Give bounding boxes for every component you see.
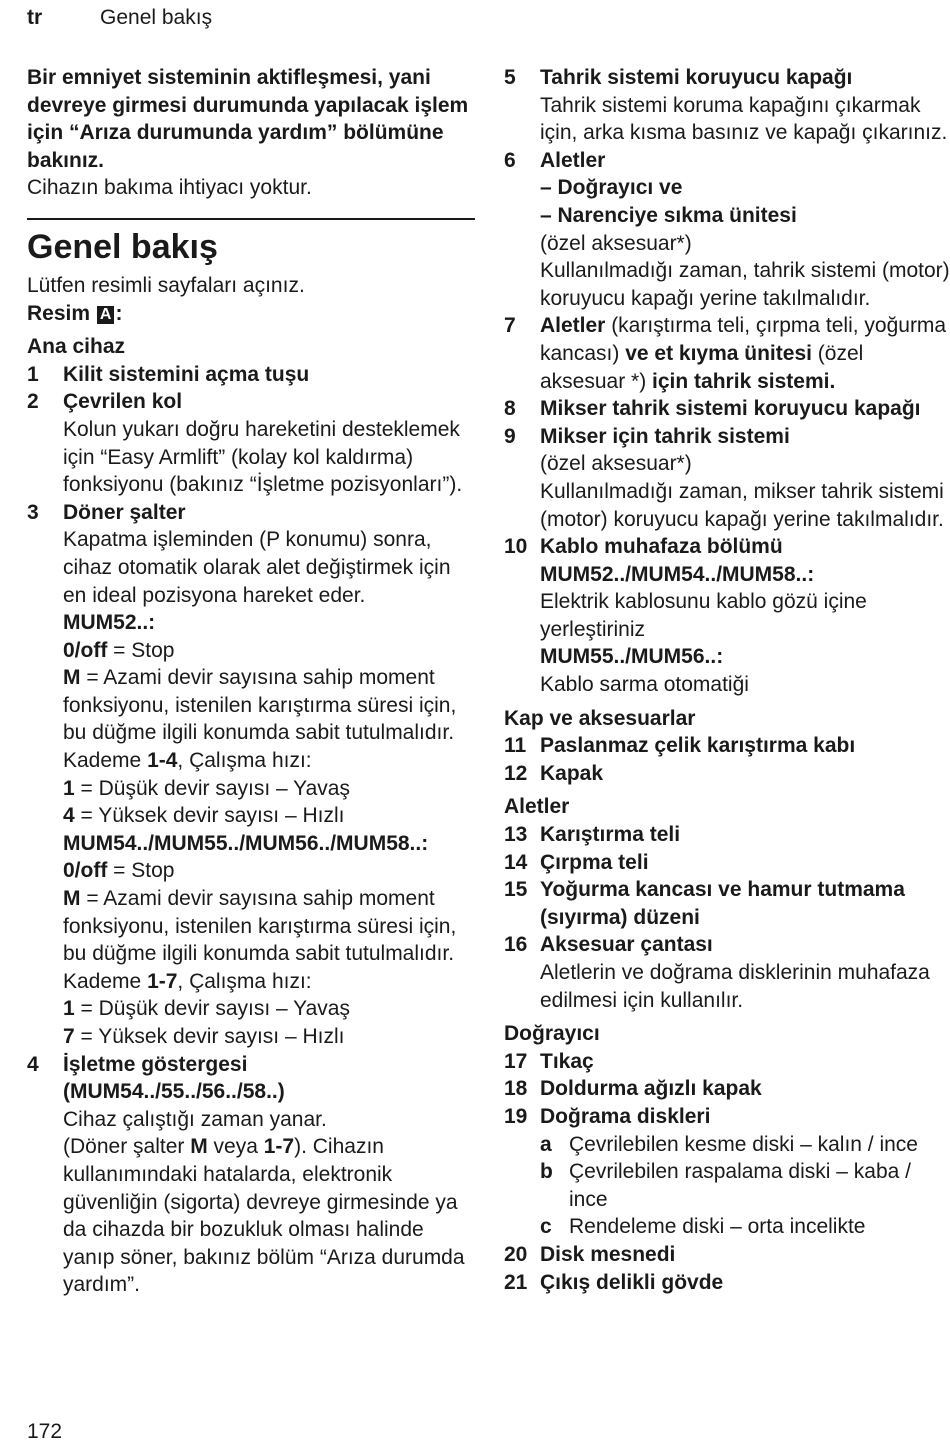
item-title: Yoğurma kancası ve hamur tutmama (sıyırma) düzeni — [540, 878, 905, 929]
section-divider — [27, 218, 475, 220]
model-label: MUM55../MUM56..: — [540, 645, 724, 669]
item-description: Kullanılmadığı zaman, tahrik sistemi (motor) koruyucu kapağı yerine takılmalıdır. — [540, 259, 950, 310]
sub-item-letter: b — [540, 1160, 553, 1184]
item-number: 5 — [504, 66, 516, 89]
setting-key: 1 — [63, 776, 75, 800]
setting-m — [63, 664, 475, 747]
language-code: tr — [27, 6, 43, 29]
item-body — [540, 312, 950, 395]
subheading-main-unit: Ana cihaz — [27, 335, 126, 359]
setting-low — [63, 995, 475, 1023]
item-number: 13 — [504, 823, 528, 847]
setting-key: 7 — [63, 1025, 75, 1048]
sub-item-text: Çevrilebilen raspalama diski – kaba / ince — [569, 1160, 911, 1211]
setting-level — [63, 968, 475, 996]
safety-warning: Bir emniyet sisteminin aktifleşmesi, yani devreye girmesi durumunda yapılacak işlem için “Arıza durumunda yardım” bölümüne bakınız. — [27, 66, 469, 172]
header-title: Genel bakış — [100, 6, 213, 29]
level-suffix: , Çalışma hızı: — [177, 969, 312, 993]
item-number: 6 — [504, 148, 516, 172]
item-title: Paslanmaz çelik karıştırma kabı — [540, 734, 856, 758]
item-number: 14 — [504, 850, 528, 874]
figure-letter-badge: A — [97, 306, 115, 324]
subheading-tools: Aletler — [504, 795, 570, 819]
list-item-10 — [504, 533, 950, 699]
level-key: 1-4 — [147, 749, 178, 773]
list-item-17 — [504, 1048, 950, 1076]
item-title: Çevrilen kol — [63, 390, 183, 414]
item-title: Mikser için tahrik sistemi — [540, 424, 790, 448]
sub-item-text: Rendeleme diski – orta incelikte — [569, 1215, 866, 1239]
level-prefix: Kademe — [63, 749, 148, 773]
list-item-18 — [504, 1075, 950, 1103]
item-number: 8 — [504, 397, 516, 421]
sub-item-letter: c — [540, 1215, 552, 1239]
item-title: Aksesuar çantası — [540, 933, 713, 957]
list-item-13 — [504, 821, 950, 849]
item-title: Çıkış delikli gövde — [540, 1270, 724, 1294]
list-item-14 — [504, 849, 950, 877]
list-item-9 — [504, 423, 950, 533]
item-description: Kullanılmadığı zaman, mikser tahrik sistemi (motor) koruyucu kapağı yerine takılmalıdır. — [540, 479, 944, 531]
list-item-3 — [27, 499, 475, 1051]
item-note: (özel aksesuar*) — [540, 452, 692, 476]
setting-high — [63, 802, 475, 830]
list-item-2 — [27, 388, 475, 498]
item-text: (özel aksesuar *) — [540, 341, 864, 393]
item-title-models: (MUM54../55../56../58..) — [63, 1080, 285, 1104]
sub-item-b — [540, 1158, 950, 1213]
item-number: 20 — [504, 1242, 528, 1266]
list-item-1 — [27, 361, 475, 389]
setting-value: = Azami devir sayısına sahip moment fonksiyonu, istenilen karıştırma süresi için, bu düğme ilgili konumda sabit tutulmalıdır. — [63, 887, 457, 966]
list-item-20 — [504, 1241, 950, 1269]
setting-value: = Düşük devir sayısı – Yavaş — [74, 997, 350, 1021]
level-prefix: Kademe — [63, 969, 148, 993]
item-title: Kilit sistemini açma tuşu — [63, 362, 310, 386]
item-number: 1 — [27, 362, 39, 386]
model-label: MUM52..: — [63, 611, 156, 635]
item-number: 17 — [504, 1049, 528, 1073]
item-description-detail — [63, 1133, 475, 1299]
item-title: Tahrik sistemi koruyucu kapağı — [540, 66, 853, 89]
list-item-5 — [504, 64, 950, 147]
desc-text: (Döner şalter — [63, 1135, 191, 1159]
item-number: 7 — [504, 314, 516, 338]
item-number: 3 — [27, 500, 39, 524]
item-number: 18 — [504, 1077, 528, 1101]
setting-value: = Yüksek devir sayısı – Hızlı — [74, 1025, 345, 1048]
setting-key: M — [63, 666, 81, 690]
setting-m — [63, 885, 475, 968]
item-number: 21 — [504, 1270, 528, 1294]
list-item-16 — [504, 931, 950, 1014]
setting-key: 4 — [63, 804, 75, 828]
list-item-15 — [504, 876, 950, 931]
setting-key: 1 — [63, 997, 75, 1021]
list-item-6 — [504, 147, 950, 313]
list-item-11 — [504, 732, 950, 760]
item-subtitle: – Doğrayıcı ve — [540, 176, 683, 200]
item-title: Döner şalter — [63, 500, 186, 524]
item-description: Kapatma işleminden (P konumu) sonra, cihaz otomatik olarak alet değiştirmek için en ideal pozisyona hareket eder. — [63, 528, 451, 607]
item-description: Kolun yukarı doğru hareketini desteklemek için “Easy Armlift” (kolay kol kaldırma) fonksiyonu (bakınız “İşletme pozisyonları”). — [63, 417, 463, 497]
item-description: Kablo sarma otomatiği — [540, 673, 749, 697]
maintenance-note: Cihazın bakıma ihtiyacı yoktur. — [27, 176, 312, 200]
item-title: İşletme göstergesi — [63, 1052, 248, 1076]
item-title: Disk mesnedi — [540, 1242, 676, 1266]
setting-level — [63, 747, 475, 775]
setting-value: = Stop — [107, 638, 175, 662]
page-number: 172 — [27, 1420, 63, 1443]
item-description: Tahrik sistemi koruma kapağını çıkarmak için, arka kısma basınız ve kapağı çıkarınız. — [540, 93, 948, 145]
setting-value: = Düşük devir sayısı – Yavaş — [74, 776, 350, 800]
model-label: MUM54../MUM55../MUM56../MUM58..: — [63, 831, 429, 855]
item-number: 4 — [27, 1052, 39, 1076]
setting-off — [63, 857, 475, 885]
item-title: Doğrama diskleri — [540, 1104, 711, 1128]
list-item-12 — [504, 760, 950, 788]
item-title: Aletler — [540, 314, 606, 338]
level-suffix: , Çalışma hızı: — [177, 749, 312, 773]
section-heading: Genel bakış — [27, 227, 218, 266]
item-text-bold: için tahrik sistemi. — [652, 369, 836, 393]
desc-text: ). Cihazın kullanımındaki hatalarda, elektronik güvenliğin (sigorta) devreye girmesinde ya da cihazda bir bozukluk olması halinde yanıp söner, bakınız bölüm “Arıza durumda yardım”. — [63, 1135, 465, 1297]
item-number: 11 — [504, 734, 527, 758]
item-number: 9 — [504, 424, 516, 448]
item-number: 16 — [504, 933, 528, 957]
overview-instruction: Lütfen resimli sayfaları açınız. — [27, 273, 305, 297]
item-description: Aletlerin ve doğrama disklerinin muhafaza edilmesi için kullanılır. — [540, 961, 930, 1012]
item-number: 19 — [504, 1104, 528, 1128]
item-number: 15 — [504, 878, 528, 902]
item-description: Elektrik kablosunu kablo gözü içine yerleştiriniz — [540, 590, 867, 641]
setting-high — [63, 1023, 475, 1051]
list-item-21 — [504, 1269, 950, 1297]
setting-key: 0/off — [63, 859, 108, 883]
figure-label: Resim — [27, 301, 91, 325]
sub-item-c — [540, 1213, 950, 1241]
desc-key: M — [190, 1135, 208, 1159]
item-text: (karıştırma teli, çırpma teli, yoğurma kancası) — [540, 314, 947, 365]
sub-item-text: Çevrilebilen kesme diski – kalın / ince — [569, 1132, 918, 1156]
item-text-bold: ve et kıyma ünitesi — [625, 341, 812, 365]
sub-item-letter: a — [540, 1132, 552, 1156]
item-title: Doldurma ağızlı kapak — [540, 1077, 762, 1101]
item-description: Cihaz çalıştığı zaman yanar. — [63, 1107, 327, 1131]
item-number: 2 — [27, 390, 39, 414]
model-label: MUM52../MUM54../MUM58..: — [540, 562, 815, 586]
setting-key: M — [63, 887, 81, 911]
desc-key: 1-7 — [263, 1135, 295, 1159]
setting-value: = Azami devir sayısına sahip moment fonksiyonu, istenilen karıştırma süresi için, bu düğme ilgili konumda sabit tutulmalıdır. — [63, 666, 457, 745]
left-column — [27, 64, 475, 1299]
item-title: Aletler — [540, 148, 606, 172]
setting-value: = Yüksek devir sayısı – Hızlı — [74, 804, 345, 828]
item-title: Karıştırma teli — [540, 823, 681, 847]
list-item-4 — [27, 1051, 475, 1299]
item-title: Mikser tahrik sistemi koruyucu kapağı — [540, 397, 921, 421]
subheading-bowl-accessories: Kap ve aksesuarlar — [504, 706, 696, 730]
page-header — [27, 4, 927, 32]
item-title: Tıkaç — [540, 1049, 594, 1073]
subheading-shredder: Doğrayıcı — [504, 1022, 600, 1046]
list-item-8 — [504, 395, 950, 423]
item-number: 10 — [504, 535, 528, 559]
setting-key: 0/off — [63, 638, 108, 662]
figure-suffix: : — [115, 301, 123, 325]
item-subtitle: – Narenciye sıkma ünitesi — [540, 203, 797, 227]
setting-off — [63, 637, 475, 665]
item-title: Kapak — [540, 761, 604, 785]
figure-reference — [27, 300, 475, 328]
setting-value: = Stop — [107, 859, 175, 883]
setting-low — [63, 775, 475, 803]
item-number: 12 — [504, 761, 528, 785]
item-title: Çırpma teli — [540, 850, 649, 874]
right-column — [504, 64, 950, 1296]
level-key: 1-7 — [147, 969, 178, 993]
desc-text: veya — [207, 1135, 264, 1159]
sub-item-a — [540, 1131, 950, 1159]
item-title: Kablo muhafaza bölümü — [540, 535, 783, 559]
list-item-19 — [504, 1103, 950, 1241]
item-note: (özel aksesuar*) — [540, 231, 692, 255]
list-item-7 — [504, 312, 950, 395]
